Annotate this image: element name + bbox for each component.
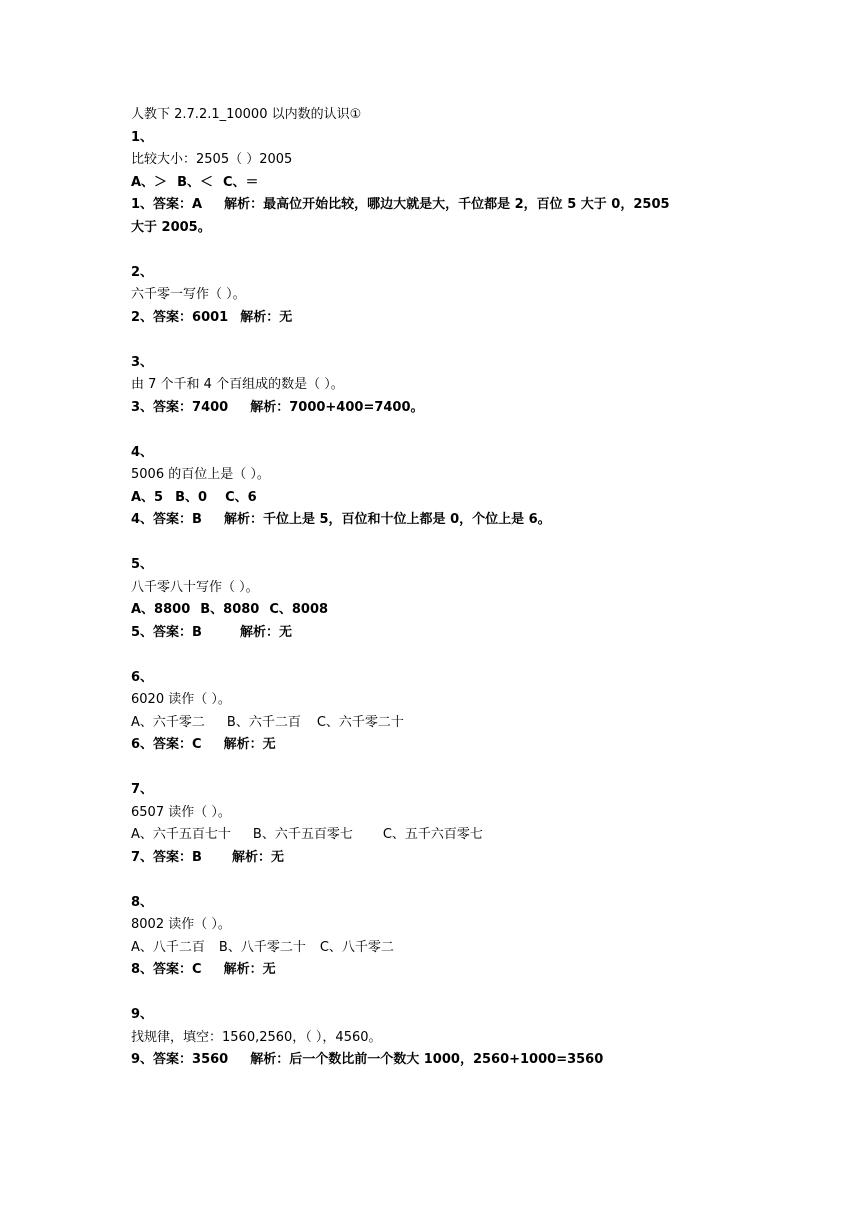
question-8-option-c: C、八千零二 xyxy=(319,939,394,955)
worksheet xyxy=(131,104,751,1072)
question-7-number: 7、 xyxy=(131,782,154,797)
question-8-answer: 8、答案：C xyxy=(131,962,202,977)
question-2-analysis: 解析：无 xyxy=(240,309,293,325)
question-8-answer-line xyxy=(131,959,751,982)
question-4-number: 4、 xyxy=(131,444,154,460)
question-6-number: 6、 xyxy=(131,669,154,685)
question-5-stem: 八千零八十写作（ ）。 xyxy=(131,579,259,595)
question-6-answer-line xyxy=(131,734,751,757)
spacer xyxy=(131,869,751,892)
question-2-number: 2、 xyxy=(131,264,154,280)
question-4-stem: 5006 的百位上是（ ）。 xyxy=(131,467,270,482)
question-1-option-a: A、＞ xyxy=(131,174,168,190)
question-6-option-a: A、六千零二 xyxy=(131,714,205,730)
question-7-analysis: 解析：无 xyxy=(231,849,284,865)
spacer xyxy=(131,982,751,1005)
question-6-option-b: B、六千二百 xyxy=(226,714,301,730)
question-9-answer-line xyxy=(131,1049,751,1072)
question-2-stem: 六千零一写作（ ）。 xyxy=(131,287,246,302)
question-5-option-c: C、8008 xyxy=(269,602,329,617)
question-3-number: 3、 xyxy=(131,354,154,370)
spacer xyxy=(131,644,751,667)
question-5-option-a: A、8800 xyxy=(131,602,191,617)
question-7-stem: 6507 读作（ ）。 xyxy=(131,804,231,820)
question-5-options xyxy=(131,599,751,622)
question-1-analysis-continued: 大于 2005。 xyxy=(131,219,211,235)
question-7-answer: 7、答案：B xyxy=(131,849,202,865)
question-2-answer-line xyxy=(131,307,751,330)
question-8-stem: 8002 读作（ ）。 xyxy=(131,917,231,932)
question-4-option-c: C、6 xyxy=(225,489,257,505)
question-7-option-b: B、六千五百零七 xyxy=(252,827,353,842)
question-3-answer-line xyxy=(131,397,751,420)
question-4-option-a: A、5 xyxy=(131,489,164,505)
question-4-options xyxy=(131,487,751,510)
question-9-stem: 找规律，填空：1560,2560，（ ），4560。 xyxy=(131,1029,382,1045)
spacer xyxy=(131,329,751,352)
question-3-analysis: 解析：7000+400=7400。 xyxy=(250,399,424,415)
question-7-answer-line xyxy=(131,847,751,870)
spacer xyxy=(131,532,751,555)
question-7-options xyxy=(131,824,751,847)
question-1-analysis: 解析：最高位开始比较，哪边大就是大，千位都是 2，百位 5 大于 0，2505 xyxy=(224,197,670,212)
question-5-number: 5、 xyxy=(131,557,154,572)
question-6-option-c: C、六千零二十 xyxy=(316,714,404,730)
question-1-options xyxy=(131,172,751,195)
spacer xyxy=(131,419,751,442)
question-1-option-b: B、＜ xyxy=(177,174,213,190)
question-5-analysis: 解析：无 xyxy=(239,624,292,640)
question-9-answer: 9、答案：3560 xyxy=(131,1052,229,1067)
question-4-option-b: B、0 xyxy=(175,489,208,505)
question-6-analysis: 解析：无 xyxy=(223,737,276,752)
question-5-answer-line xyxy=(131,622,751,645)
question-1-answer-line xyxy=(131,194,751,217)
question-2-answer: 2、答案：6001 xyxy=(131,309,229,325)
question-8-number: 8、 xyxy=(131,894,154,910)
question-6-stem: 6020 读作（ ）。 xyxy=(131,692,231,707)
spacer xyxy=(131,757,751,780)
question-1-answer: 1、答案：A xyxy=(131,197,203,212)
question-9-analysis: 解析：后一个数比前一个数大 1000，2560+1000=3560 xyxy=(250,1052,604,1067)
question-4-analysis: 解析：千位上是 5，百位和十位上都是 0，个位上是 6。 xyxy=(223,512,551,527)
question-6-options xyxy=(131,712,751,735)
question-5-option-b: B、8080 xyxy=(200,602,260,617)
question-4-answer-line xyxy=(131,509,751,532)
question-3-stem: 由 7 个千和 4 个百组成的数是（ ）。 xyxy=(131,377,344,392)
document-title: 人教下 2.7.2.1_10000 以内数的认识① xyxy=(131,107,362,122)
question-6-answer: 6、答案：C xyxy=(131,737,202,752)
question-1-option-c: C、＝ xyxy=(222,174,259,190)
question-7-option-c: C、五千六百零七 xyxy=(382,827,483,842)
spacer xyxy=(131,239,751,262)
question-8-option-a: A、八千二百 xyxy=(131,939,205,955)
question-5-answer: 5、答案：B xyxy=(131,624,202,640)
question-9-number: 9、 xyxy=(131,1007,154,1022)
question-8-options xyxy=(131,937,751,960)
question-7-option-a: A、六千五百七十 xyxy=(131,827,231,842)
question-8-option-b: B、八千零二十 xyxy=(218,939,306,955)
question-1-number: 1、 xyxy=(131,129,154,145)
question-4-answer: 4、答案：B xyxy=(131,512,202,527)
question-8-analysis: 解析：无 xyxy=(223,962,276,977)
question-1-stem: 比较大小：2505（ ）2005 xyxy=(131,152,293,167)
question-3-answer: 3、答案：7400 xyxy=(131,399,229,415)
